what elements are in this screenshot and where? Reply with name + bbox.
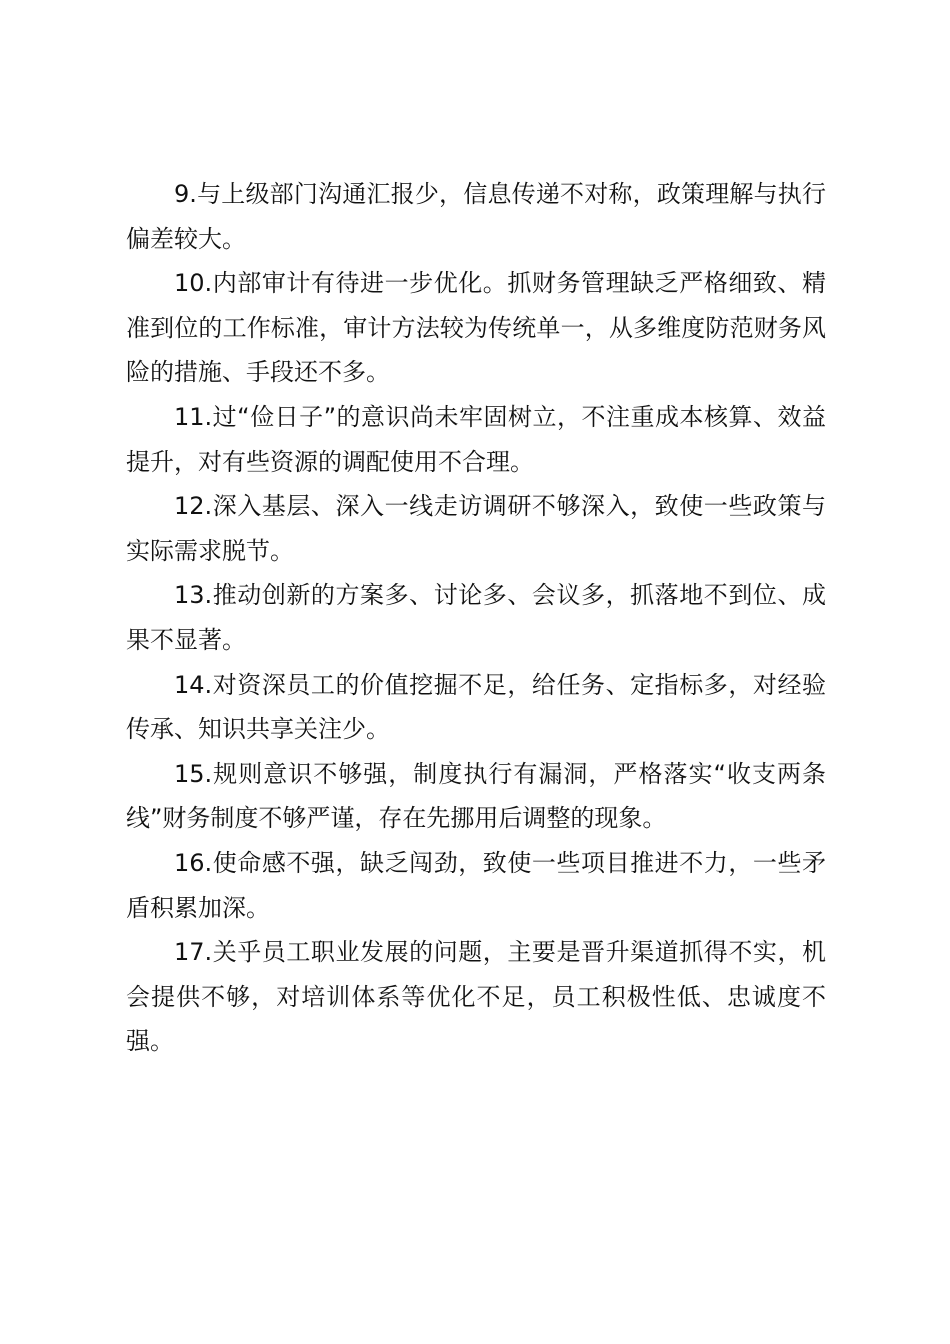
paragraph-item-11: 11.过“俭日子”的意识尚未牢固树立，不注重成本核算、效益提升，对有些资源的调配使用不合理。	[126, 402, 826, 476]
paragraph-item-17: 17.关乎员工职业发展的问题，主要是晋升渠道抓得不实，机会提供不够，对培训体系等优化不足，员工积极性低、忠诚度不强。	[126, 938, 826, 1056]
paragraph-item-10: 10.内部审计有待进一步优化。抓财务管理缺乏严格细致、精准到位的工作标准，审计方法较为传统单一，从多维度防范财务风险的措施、手段还不多。	[126, 269, 826, 387]
paragraph-item-15: 15.规则意识不够强，制度执行有漏洞，严格落实“收支两条线”财务制度不够严谨，存在先挪用后调整的现象。	[126, 759, 826, 833]
paragraph-item-14: 14.对资深员工的价值挖掘不足，给任务、定指标多，对经验传承、知识共享关注少。	[126, 670, 826, 744]
document-body	[126, 172, 826, 1064]
paragraph-item-13: 13.推动创新的方案多、讨论多、会议多，抓落地不到位、成果不显著。	[126, 581, 826, 654]
paragraph-item-9: 9.与上级部门沟通汇报少，信息传递不对称，政策理解与执行偏差较大。	[126, 180, 826, 253]
paragraph-item-16: 16.使命感不强，缺乏闯劲，致使一些项目推进不力，一些矛盾积累加深。	[126, 848, 826, 922]
paragraph-item-12: 12.深入基层、深入一线走访调研不够深入，致使一些政策与实际需求脱节。	[126, 492, 826, 565]
